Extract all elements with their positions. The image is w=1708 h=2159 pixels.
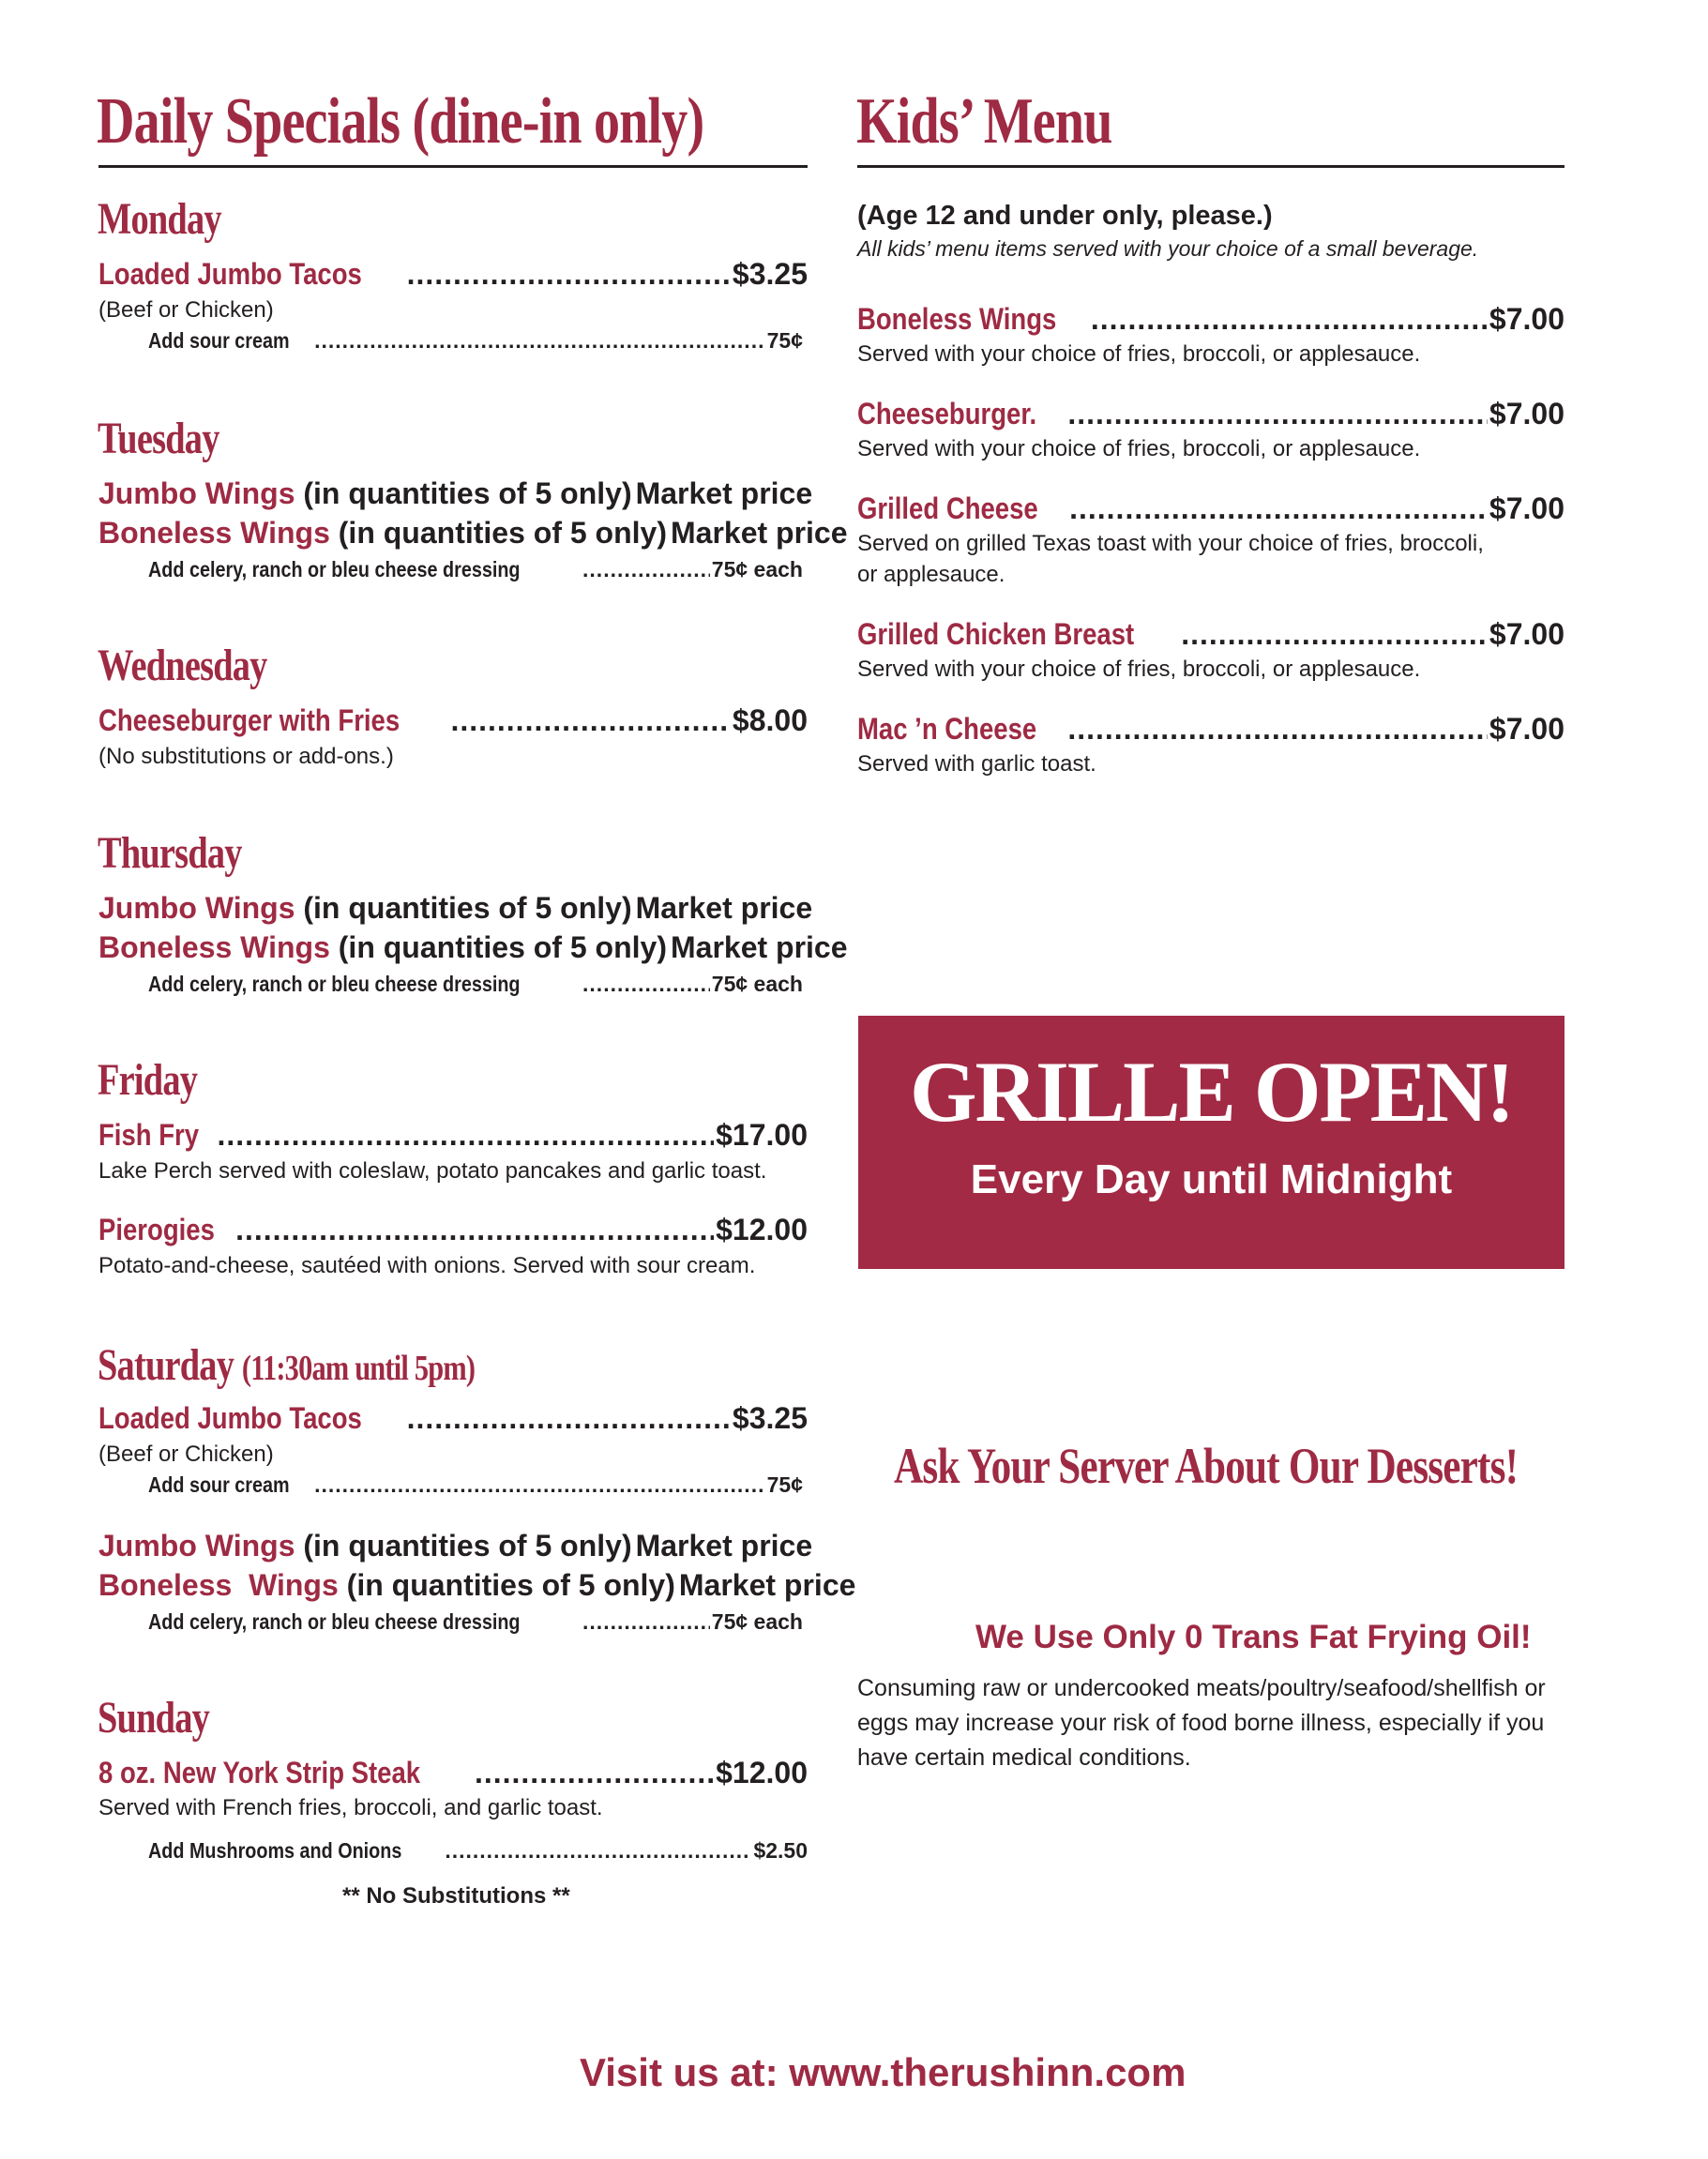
- kids-menu-item: [857, 617, 1564, 652]
- menu-item: [98, 1401, 808, 1436]
- item-name: Mac ’n Cheese: [857, 712, 1037, 746]
- item-qualifier: (in quantities of 5 only): [303, 1529, 632, 1563]
- trans-fat-note: We Use Only 0 Trans Fat Frying Oil!: [975, 1619, 1532, 1655]
- kids-menu-item: [857, 491, 1564, 526]
- item-name: Loaded Jumbo Tacos: [98, 257, 362, 291]
- no-substitutions-note: ** No Substitutions **: [342, 1883, 570, 1909]
- item-qualifier: (in quantities of 5 only): [303, 476, 632, 510]
- addon-price: 75¢ each: [711, 1609, 803, 1634]
- kids-menu-item: [857, 712, 1564, 747]
- leader-dots: [1181, 617, 1488, 652]
- addon-label: Add Mushrooms and Onions: [148, 1838, 402, 1863]
- grille-open-title: GRILLE OPEN!: [909, 1044, 1514, 1140]
- addon-price: 75¢: [766, 1472, 803, 1497]
- item-name: Pierogies: [98, 1213, 215, 1246]
- daily-specials-title: Daily Specials (dine-in only): [97, 85, 704, 158]
- item-qualifier: (in quantities of 5 only): [338, 516, 667, 550]
- item-note: Lake Perch served with coleslaw, potato pancakes and garlic toast.: [98, 1158, 767, 1184]
- leader-dots: [445, 1838, 751, 1864]
- item-description: Served with your choice of fries, broccoli, or applesauce.: [857, 436, 1421, 461]
- addon-label: Add sour cream: [148, 1472, 290, 1497]
- addon-label: Add celery, ranch or bleu cheese dressing: [148, 1609, 521, 1634]
- item-price: Market price: [670, 930, 848, 964]
- item-price: Market price: [635, 476, 813, 510]
- item-description: Served with your choice of fries, broccoli, or applesauce.: [857, 341, 1421, 367]
- addon-price: 75¢: [766, 328, 803, 353]
- day-name: Saturday: [98, 1340, 234, 1390]
- day-heading-monday: Monday: [98, 194, 221, 244]
- addon-line: [148, 1472, 803, 1498]
- grille-open-subtitle: Every Day until Midnight: [970, 1156, 1453, 1202]
- item-description: Served with garlic toast.: [857, 751, 1096, 777]
- addon-line: [148, 1609, 803, 1635]
- leader-dots: [1067, 712, 1488, 747]
- addon-line: [148, 328, 803, 354]
- leader-dots: [314, 328, 765, 354]
- grille-open-banner: [858, 1016, 1564, 1269]
- item-price: $3.25: [732, 1401, 808, 1435]
- footer-website: Visit us at: www.therushinn.com: [580, 2050, 1187, 2094]
- item-qualifier: (in quantities of 5 only): [303, 891, 632, 925]
- addon-line: [148, 972, 803, 997]
- daily-specials-rule: [98, 165, 808, 168]
- item-qualifier: (in quantities of 5 only): [338, 930, 667, 964]
- item-note: (No substitutions or add-ons.): [98, 744, 394, 769]
- menu-item: [98, 257, 808, 292]
- item-name: Loaded Jumbo Tacos: [98, 1401, 362, 1435]
- day-hours: (11:30am until 5pm): [241, 1349, 476, 1388]
- item-qualifier: (in quantities of 5 only): [346, 1568, 675, 1602]
- item-name: Boneless Wings: [857, 302, 1057, 336]
- item-name: 8 oz. New York Strip Steak: [98, 1756, 421, 1789]
- item-price: $7.00: [1489, 397, 1564, 430]
- leader-dots: [217, 1118, 714, 1153]
- item-price: $7.00: [1489, 302, 1564, 336]
- addon-line: [148, 1838, 808, 1864]
- addon-price: 75¢ each: [711, 972, 803, 996]
- item-price: Market price: [678, 1568, 856, 1602]
- item-description-cont: or applesauce.: [857, 562, 1005, 587]
- day-heading-saturday: [98, 1339, 475, 1391]
- menu-item: [98, 930, 848, 965]
- food-safety-warning-line: eggs may increase your risk of food borne illness, especially if you: [857, 1710, 1545, 1736]
- menu-item: [98, 1756, 808, 1790]
- food-safety-warning-line: Consuming raw or undercooked meats/poultry/seafood/shellfish or: [857, 1675, 1546, 1701]
- menu-item: [98, 476, 813, 511]
- day-heading-sunday: Sunday: [98, 1693, 210, 1743]
- desserts-callout: Ask Your Server About Our Desserts!: [894, 1438, 1519, 1494]
- item-price: $3.25: [732, 257, 808, 291]
- addon-label: Add sour cream: [148, 328, 290, 353]
- item-description: Served on grilled Texas toast with your choice of fries, broccoli,: [857, 531, 1484, 556]
- day-heading-thursday: Thursday: [98, 828, 242, 878]
- kids-menu-item: [857, 302, 1564, 337]
- item-name: Boneless Wings: [98, 1568, 339, 1602]
- leader-dots: [1091, 302, 1488, 337]
- addon-label: Add celery, ranch or bleu cheese dressing: [148, 972, 521, 996]
- menu-item: [98, 1213, 808, 1247]
- menu-item: [98, 703, 808, 738]
- leader-dots: [1069, 491, 1488, 526]
- item-price: Market price: [670, 516, 848, 550]
- day-heading-wednesday: Wednesday: [98, 641, 267, 690]
- leader-dots: [1067, 397, 1488, 431]
- leader-dots: [582, 972, 710, 997]
- item-name: Cheeseburger with Fries: [98, 703, 401, 737]
- food-safety-warning-line: have certain medical conditions.: [857, 1744, 1191, 1771]
- item-name: Jumbo Wings: [98, 1529, 295, 1563]
- leader-dots: [582, 1609, 710, 1635]
- item-name: Fish Fry: [98, 1118, 200, 1152]
- item-note: Potato-and-cheese, sautéed with onions. Served with sour cream.: [98, 1253, 756, 1278]
- day-heading-tuesday: Tuesday: [98, 414, 219, 463]
- item-price: $7.00: [1489, 712, 1564, 746]
- kids-menu-title: Kids’ Menu: [856, 85, 1112, 158]
- kids-menu-rule: [857, 165, 1564, 168]
- item-note: Served with French fries, broccoli, and garlic toast.: [98, 1795, 603, 1820]
- item-note: (Beef or Chicken): [98, 297, 274, 323]
- day-heading-friday: Friday: [98, 1055, 198, 1105]
- item-name: Boneless Wings: [98, 516, 330, 550]
- kids-age-note: (Age 12 and under only, please.): [857, 201, 1273, 231]
- item-price: $12.00: [716, 1756, 808, 1789]
- item-note: (Beef or Chicken): [98, 1442, 274, 1467]
- addon-price: $2.50: [753, 1838, 808, 1863]
- item-name: Grilled Cheese: [857, 491, 1038, 525]
- item-price: Market price: [635, 1529, 813, 1563]
- addon-label: Add celery, ranch or bleu cheese dressing: [148, 557, 521, 581]
- item-price: $12.00: [716, 1213, 808, 1246]
- item-price: $7.00: [1489, 491, 1564, 525]
- item-name: Jumbo Wings: [98, 476, 295, 510]
- menu-item: [98, 891, 813, 926]
- menu-item: [98, 1568, 856, 1603]
- item-price: Market price: [635, 891, 813, 925]
- leader-dots: [235, 1213, 714, 1247]
- leader-dots: [450, 703, 730, 738]
- kids-menu-item: [857, 397, 1564, 431]
- menu-item: [98, 1118, 808, 1153]
- leader-dots: [407, 1401, 731, 1436]
- item-description: Served with your choice of fries, broccoli, or applesauce.: [857, 657, 1421, 682]
- leader-dots: [582, 557, 710, 582]
- item-name: Grilled Chicken Breast: [857, 617, 1135, 651]
- addon-line: [148, 557, 803, 582]
- item-name: Jumbo Wings: [98, 891, 295, 925]
- item-price: $8.00: [732, 703, 808, 737]
- item-price: $17.00: [716, 1118, 808, 1152]
- item-price: $7.00: [1489, 617, 1564, 651]
- leader-dots: [407, 257, 731, 292]
- leader-dots: [314, 1472, 765, 1498]
- item-name: Cheeseburger.: [857, 397, 1037, 430]
- addon-price: 75¢ each: [711, 557, 803, 581]
- kids-beverage-note: All kids’ menu items served with your choice of a small beverage.: [857, 236, 1479, 261]
- menu-item: [98, 1529, 813, 1563]
- item-name: Boneless Wings: [98, 930, 330, 964]
- menu-item: [98, 516, 848, 551]
- leader-dots: [475, 1756, 714, 1790]
